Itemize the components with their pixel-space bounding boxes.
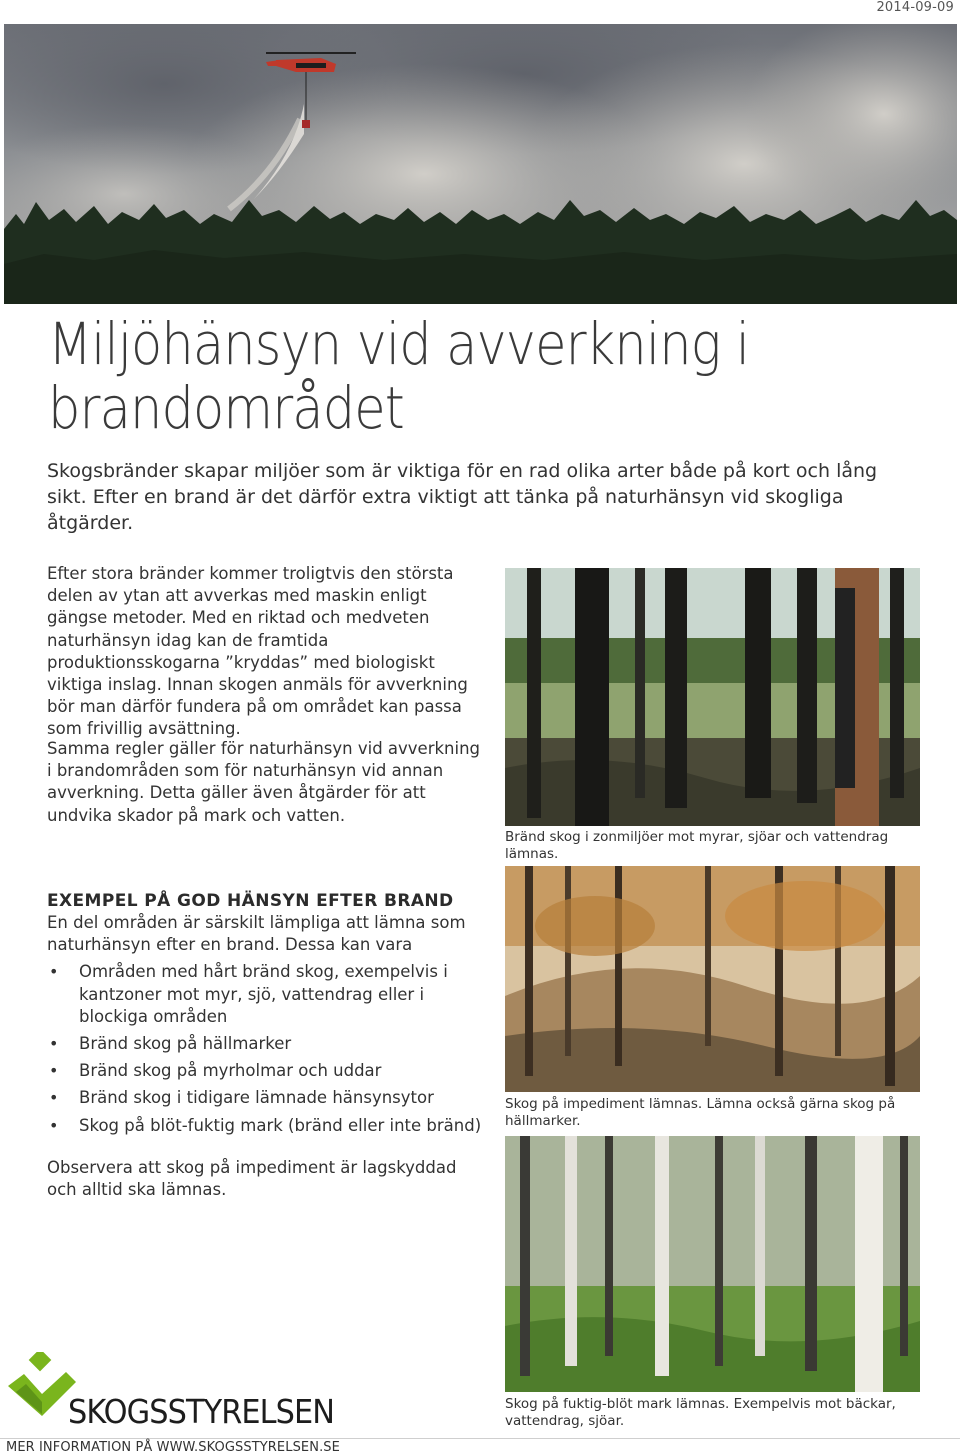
lead-paragraph: Skogsbränder skapar miljöer som är viktiga för en rad olika arter både på kort och lång sikt. Efter en brand är det därför extra viktigt att tänka på naturhänsyn vid skogliga åtgärder. — [47, 460, 878, 534]
bullet-icon: • — [49, 962, 59, 982]
footer-link-text: MER INFORMATION PÅ WWW.SKOGSSTYRELSEN.SE — [6, 1440, 340, 1455]
practice-list — [47, 961, 497, 1136]
page-title: Miljöhänsyn vid avverkning i brandområdet — [48, 310, 750, 442]
list-item: • Bränd skog på myrholmar och uddar — [47, 1060, 497, 1082]
section-intro: En del områden är särskilt lämpliga att lämna som naturhänsyn efter en brand. Dessa kan vara — [47, 913, 466, 955]
hero-photo — [4, 24, 957, 304]
bullet-icon: • — [49, 1061, 59, 1081]
list-item: • Bränd skog på hällmarker — [47, 1033, 497, 1055]
footer-divider — [0, 1438, 960, 1439]
wet-forest-photo — [505, 1136, 920, 1392]
body-paragraph-2: Samma regler gäller för naturhänsyn vid avverkning i brandområden som för naturhänsyn vid annan avverkning. Detta gäller även åtgärder för att undvika skador på mark och vatten. — [47, 739, 481, 825]
impediment-photo — [505, 866, 920, 1092]
bullet-icon: • — [49, 1115, 59, 1135]
publication-date: 2014-09-09 — [876, 0, 954, 15]
photo-caption-2: Skog på impediment lämnas. Lämna också gärna skog på hällmarker. — [505, 1096, 896, 1129]
good-practice-section — [47, 890, 497, 1137]
list-item: • Skog på blöt-fuktig mark (bränd eller inte bränd) — [47, 1115, 497, 1137]
list-item: • Bränd skog i tidigare lämnade hänsynsytor — [47, 1087, 497, 1109]
photo-caption-3: Skog på fuktig-blöt mark lämnas. Exempelvis mot bäckar, vattendrag, sjöar. — [505, 1396, 896, 1429]
list-item: • Områden med hårt bränd skog, exempelvis i kantzoner mot myr, sjö, vattendrag eller i blockiga områden — [49, 962, 448, 1026]
section-heading: EXEMPEL PÅ GOD HÄNSYN EFTER BRAND — [47, 891, 454, 911]
logo-wordmark: SKOGSSTYRELSEN — [68, 1392, 335, 1431]
photo-caption-1: Bränd skog i zonmiljöer mot myrar, sjöar och vattendrag lämnas. — [505, 829, 889, 862]
legal-note: Observera att skog på impediment är lagskyddad och alltid ska lämnas. — [47, 1158, 457, 1200]
bullet-icon: • — [49, 1034, 59, 1054]
body-paragraph-1: Efter stora bränder kommer troligtvis den största delen av ytan att avverkas med maskin enligt gängse metoder. Med en riktad och medveten naturhänsyn idag kan de framtida produktionsskogarna ”kryddas” med biologiskt viktiga inslag. Innan skogen anmäls för avverkning bör man därför fundera på om området kan passa som frivillig avsättning. — [47, 564, 468, 739]
bullet-icon: • — [49, 1088, 59, 1108]
burnt-forest-photo — [505, 568, 920, 826]
